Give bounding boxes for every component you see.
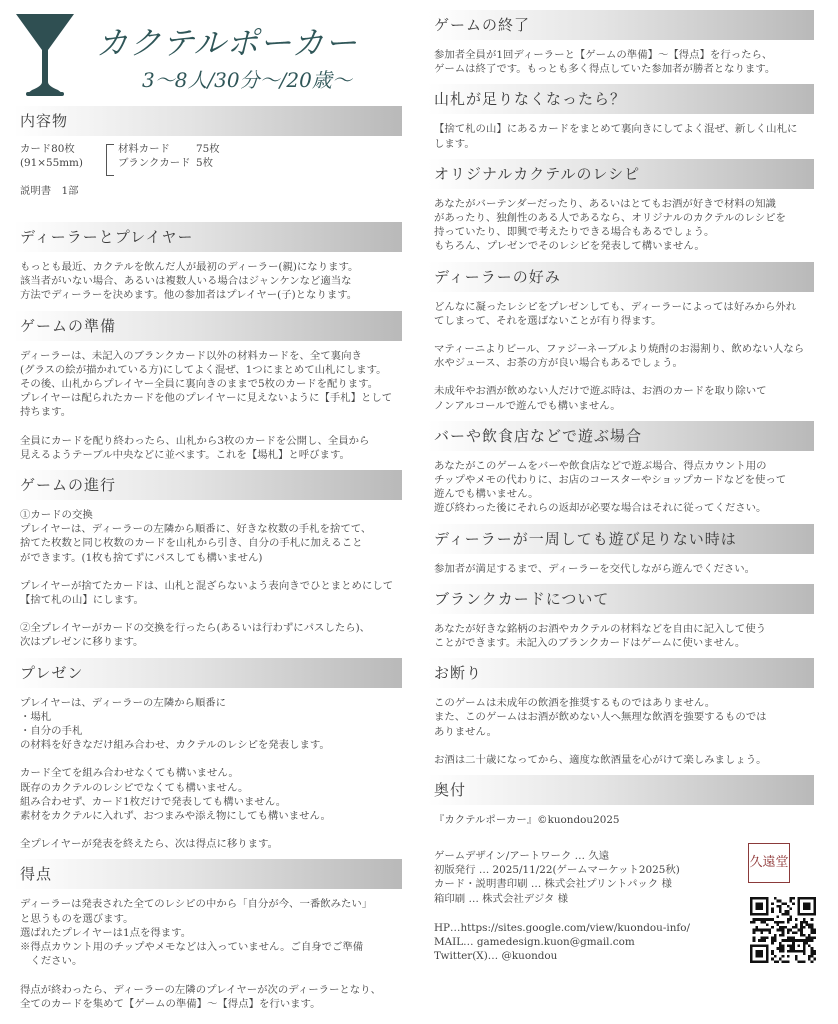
section-heading: 山札が足りなくなったら？	[428, 84, 814, 114]
text-line: ゲームは終了です。もっとも多く得点していた参加者が勝者となります。	[434, 63, 776, 76]
text-line: このゲームは未成年の飲酒を推奨するものではありません。	[434, 697, 716, 710]
text-line: ゲームデザイン/アートワーク … 久遠	[434, 850, 610, 863]
section-heading: ゲームの進行	[14, 470, 402, 500]
text-line: あなたが好きな銘柄のお酒やカクテルの材料などを自由に記入して使う	[434, 622, 766, 635]
section-heading: オリジナルカクテルのレシピ	[428, 159, 814, 189]
text-line: の材料を好きなだけ組み合わせ、カクテルのレシピを発表します。	[20, 739, 330, 752]
header	[14, 8, 414, 98]
text-line: 参加者全員が1回ディーラーと【ゲームの準備】〜【得点】を行ったら、	[434, 49, 773, 61]
section-heading: ゲームの準備	[14, 311, 402, 341]
text-line: 該当者がいない場合、あるいは複数人いる場合はジャンケンなど適当な	[20, 275, 352, 288]
section-dealer	[14, 222, 402, 311]
paragraph	[434, 48, 810, 76]
credits	[434, 849, 680, 906]
text-line: 組み合わせず、カード1枚だけで発表しても構いません。	[20, 795, 287, 808]
bracket	[106, 144, 114, 176]
blank-card-count: 5枚	[196, 157, 214, 170]
paragraph	[434, 459, 810, 516]
text-line: 得点が終わったら、ディーラーの左隣のプレイヤーが次のディーラーとなり、	[20, 983, 381, 996]
text-line: プレイヤーは配られたカードを他のプレイヤーに見えないように【手札】として	[20, 392, 393, 405]
paragraph	[20, 579, 398, 607]
text-line: 持ちます。	[20, 406, 72, 419]
section-body	[428, 688, 814, 775]
text-line: チップやメモの代わりに、お店のコースターやショップカードなどを使って	[434, 474, 787, 487]
left-column	[14, 106, 402, 1019]
section-heading: 奥付	[428, 775, 814, 805]
section-contents	[14, 106, 402, 222]
contents-body	[14, 136, 402, 222]
text-line: があったり、独創性のある人であるなら、オリジナルのカクテルのレシピを	[434, 212, 786, 225]
text-line: 全員にカードを配り終わったら、山札から3枚のカードを公開し、全員から	[20, 434, 370, 447]
text-line: その後、山札からプレイヤー全員に裏向きのままで5枚のカードを配ります。	[20, 378, 379, 391]
section-presen	[14, 658, 402, 860]
text-line: 遊び終わった後にそれらの返却が必要な場合はそれに従ってください。	[434, 502, 767, 515]
text-line: ありません。	[434, 725, 497, 738]
text-line: もちろん、プレゼンでそのレシピを発表して構いません。	[434, 240, 705, 253]
text-line: 初版発行 … 2025/11/22(ゲームマーケット2025秋)	[434, 864, 680, 877]
section-body	[428, 614, 814, 658]
text-line: あなたがバーテンダーだったり、あるいはとてもお酒が好きで材料の知識	[434, 197, 776, 210]
paragraph	[20, 837, 398, 851]
qr-code[interactable]	[750, 897, 816, 963]
section-body	[428, 554, 814, 584]
paragraph	[20, 349, 398, 420]
section-setup	[14, 311, 402, 470]
text-line: します。	[434, 137, 475, 150]
text-line: また、このゲームはお酒が飲めない人へ無理な飲酒を強要するものでは	[434, 711, 767, 724]
section-score	[14, 859, 402, 1018]
text-line: ・自分の手札	[20, 725, 83, 738]
section-original	[428, 159, 814, 262]
section-taste	[428, 262, 814, 421]
paragraph	[20, 434, 398, 462]
text-line: ・場札	[20, 710, 52, 723]
text-line: 参加者が満足するまで、ディーラーを交代しながら遊んでください。	[434, 562, 756, 575]
paragraph	[434, 753, 810, 767]
text-line: てしまって、それを選ばないことが有り得ます。	[434, 314, 662, 327]
text-line: どんなに凝ったレシピをプレゼンしても、ディーラーによっては好みから外れ	[434, 300, 797, 313]
section-heading: ブランクカードについて	[428, 584, 814, 614]
paragraph	[20, 621, 398, 649]
text-line: カード・説明書印刷 … 株式会社プリントパック 様	[434, 878, 672, 891]
text-line: あなたがこのゲームをバーや飲食店などで遊ぶ場合、得点カウント用の	[434, 459, 767, 472]
text-line: プレイヤーは、ディーラーの左隣から順番に	[20, 696, 227, 709]
text-line: (グラスの絵が描かれている方)にしてよく混ぜ、1つにまとめて山札にします。	[20, 363, 387, 376]
text-line: 方法でディーラーを決めます。他の参加者はプレイヤー(子)となります。	[20, 289, 358, 302]
text-line: HP…https://sites.google.com/view/kuondou-info/	[434, 922, 691, 935]
section-notice	[428, 658, 814, 775]
manual-line: 説明書 1部	[20, 185, 79, 197]
page-title: カクテルポーカー	[96, 24, 358, 62]
text-line: プレイヤーは、ディーラーの左隣から順番に、好きな枚数の手札を捨てて、	[20, 523, 372, 536]
text-line: 持っていたり、即興で考えたりできる場合もあるでしょう。	[434, 226, 715, 239]
text-line: 捨てた枚数と同じ枚数のカードを山札から引き、自分の手札に加えること	[20, 537, 363, 550]
text-line: 未成年やお酒が飲めない人だけで遊ぶ時は、お酒のカードを取り除いて	[434, 385, 767, 398]
section-body	[428, 189, 814, 262]
text-line: カード全てを組み合わせなくても構いません。	[20, 767, 239, 780]
section-body	[14, 688, 402, 860]
text-line: 遊んでも構いません。	[434, 488, 539, 501]
text-line: ディーラーは、未記入のブランクカード以外の材料カードを、全て裏向き	[20, 349, 362, 362]
paragraph	[20, 260, 398, 303]
text-line: 【捨て札の山】にします。	[20, 594, 144, 607]
section-body	[428, 114, 814, 158]
cocktail-glass-icon	[14, 12, 76, 98]
text-line: 水やジュース、お茶の方が良い場合もあるでしょう。	[434, 357, 683, 370]
section-body	[14, 341, 402, 470]
section-heading: プレゼン	[14, 658, 402, 688]
text-line: MAIL… gamedesign.kuon@gmail.com	[434, 936, 635, 949]
text-line: ができます。(1枚も捨てずにパスしても構いません)	[20, 551, 263, 564]
text-line: 次はプレゼンに移ります。	[20, 636, 144, 649]
card-detail	[118, 142, 220, 170]
text-line: マティーニよりビール、ファジーネーブルより焼酎のお湯割り、飲めない人なら	[434, 343, 805, 356]
paragraph	[434, 342, 810, 370]
text-line: 全てのカードを集めて【ゲームの準備】〜【得点】を行います。	[20, 997, 321, 1010]
section-heading: ディーラーが一周しても遊び足りない時は	[428, 524, 814, 554]
paragraph	[20, 897, 398, 968]
text-line: プレイヤーが捨てたカードは、山札と混ざらないよう表向きでひとまとめにして	[20, 579, 394, 592]
text-line: 選ばれたプレイヤーは1点を得ます。	[20, 926, 192, 939]
page-subtitle: 3〜8人/30分〜/20歳〜	[142, 68, 352, 92]
text-line: ことができます。未記入のブランクカードはゲームに使いません。	[434, 637, 746, 650]
contacts	[434, 921, 690, 964]
section-deck	[428, 84, 814, 158]
text-line: もっとも最近、カクテルを飲んだ人が最初のディーラー(親)になります。	[20, 261, 359, 273]
text-line: 見えるようテーブル中央などに並べます。これを【場札】と呼びます。	[20, 448, 350, 461]
section-body	[428, 451, 814, 524]
paragraph	[434, 122, 810, 150]
text-line: 【捨て札の山】にあるカードをまとめて裏向きにしてよく混ぜ、新しく山札に	[434, 123, 798, 136]
section-colophon	[428, 775, 814, 995]
paragraph	[434, 197, 810, 254]
text-line: (91×55mm)	[20, 157, 83, 170]
text-line: ①カードの交換	[20, 509, 93, 522]
text-line: 箱印刷 … 株式会社デジタ 様	[434, 892, 568, 905]
paragraph	[434, 384, 810, 412]
paragraph	[20, 766, 398, 823]
text-line: Twitter(X)… @kuondou	[434, 950, 558, 963]
section-not-enough	[428, 524, 814, 584]
section-heading: ディーラーとプレイヤー	[14, 222, 402, 252]
paragraph	[434, 562, 810, 576]
section-body	[14, 500, 402, 658]
section-body	[14, 252, 402, 311]
section-heading: バーや飲食店などで遊ぶ場合	[428, 421, 814, 451]
section-blank-cards	[428, 584, 814, 658]
seal-text: 久遠堂	[749, 854, 789, 870]
text-line: 素材をカクテルに入れず、おつまみや添え物にしても構いません。	[20, 810, 331, 823]
paragraph	[20, 508, 398, 565]
blank-card-name: ブランクカード	[118, 157, 191, 170]
section-heading: お断り	[428, 658, 814, 688]
section-heading: ゲームの終了	[428, 10, 814, 40]
text-line: お酒は二十歳になってから、適度な飲酒量を心がけて楽しみましょう。	[434, 753, 767, 766]
section-heading: ディーラーの好み	[428, 262, 814, 292]
text-line: ディーラーは発表された全てのレシピの中から「自分が今、一番飲みたい」	[20, 898, 373, 911]
colophon-body	[428, 805, 814, 995]
text-line: ※得点カウント用のチップやメモなどは入っていません。ご自身でご準備	[20, 941, 364, 954]
section-body	[428, 40, 814, 84]
paragraph	[434, 622, 810, 650]
paragraph	[20, 983, 398, 1011]
text-line: ノンアルコールで遊んでも構いません。	[434, 399, 621, 412]
section-heading: 得点	[14, 859, 402, 889]
text-line: ②全プレイヤーがカードの交換を行ったら(あるいは行わずにパスしたら)、	[20, 622, 371, 635]
right-column	[428, 10, 814, 995]
section-bar	[428, 421, 814, 524]
section-heading: 内容物	[14, 106, 402, 136]
paragraph	[434, 300, 810, 328]
section-progress	[14, 470, 402, 658]
section-body	[428, 292, 814, 421]
paragraph	[20, 696, 398, 753]
material-card-count: 75枚	[196, 143, 220, 155]
section-body	[14, 889, 402, 1018]
material-card-name: 材料カード	[118, 143, 170, 155]
text-line: ください。	[20, 955, 83, 968]
seal-logo	[748, 843, 790, 883]
text-line: 全プレイヤーが発表を終えたら、次は得点に移ります。	[20, 838, 278, 851]
paragraph	[434, 696, 810, 739]
colophon-title: 『カクテルポーカー』©kuondou2025	[434, 814, 620, 827]
section-end	[428, 10, 814, 84]
text-line: と思うものを選びます。	[20, 912, 134, 925]
cards-label	[20, 142, 83, 170]
text-line: 既存のカクテルのレシピでなくても構いません。	[20, 781, 249, 794]
text-line: カード80枚	[20, 143, 75, 155]
